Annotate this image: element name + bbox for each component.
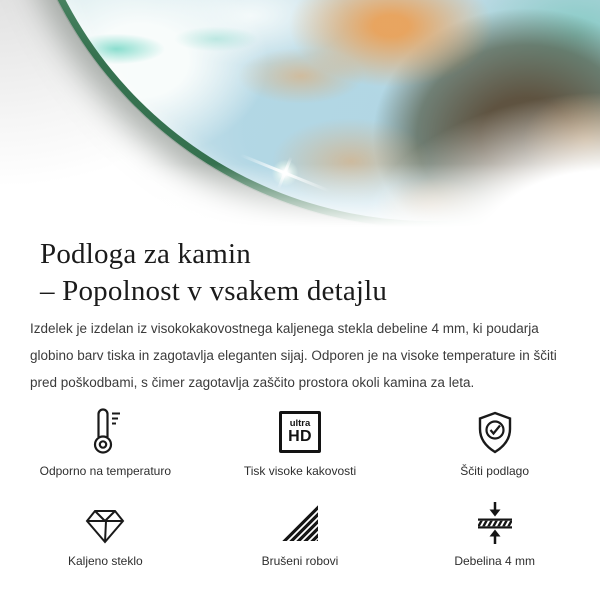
feature-label: Brušeni robovi xyxy=(261,554,339,568)
feature-label: Ščiti podlago xyxy=(460,464,530,478)
feature-tempered-glass xyxy=(8,495,203,568)
shield-check-icon xyxy=(473,405,517,455)
feature-print-quality xyxy=(203,405,398,478)
glass-disc-marble-print xyxy=(19,0,600,221)
feature-polished-edges xyxy=(203,495,398,568)
feature-label: Tisk visoke kakovosti xyxy=(243,464,357,478)
thickness-icon xyxy=(473,495,517,545)
feature-thickness xyxy=(397,495,592,568)
ultra-hd-text-bottom: HD xyxy=(288,428,312,445)
feature-label: Debelina 4 mm xyxy=(454,554,536,568)
page-title-line1: Podloga za kamin xyxy=(40,238,251,270)
ultra-hd-text-top: ultra xyxy=(289,418,311,429)
glass-disc-edge xyxy=(12,0,600,228)
page-title-line2: – Popolnost v vsakem detajlu xyxy=(40,275,388,307)
feature-label: Odporno na temperaturo xyxy=(39,464,172,478)
thermometer-icon xyxy=(83,405,127,455)
beveled-edges-icon xyxy=(278,495,322,545)
page-title xyxy=(40,234,600,310)
product-description: Izdelek je izdelan iz visokokakovostnega kaljenega stekla debeline 4 mm, ki poudarja globino barv tiska in zagotavlja eleganten sijaj. Odporen je na visoke temperature in ščiti pred poškodbami, s čimer zagotavlja zaščito prostora okoli kamina za leta. xyxy=(30,321,557,390)
diamond-icon xyxy=(83,495,127,545)
product-hero-image xyxy=(0,0,600,234)
feature-grid xyxy=(0,405,600,568)
ultra-hd-icon xyxy=(279,405,321,455)
feature-protects-base xyxy=(397,405,592,478)
feature-temperature-resistant xyxy=(8,405,203,478)
feature-label: Kaljeno steklo xyxy=(67,554,143,568)
